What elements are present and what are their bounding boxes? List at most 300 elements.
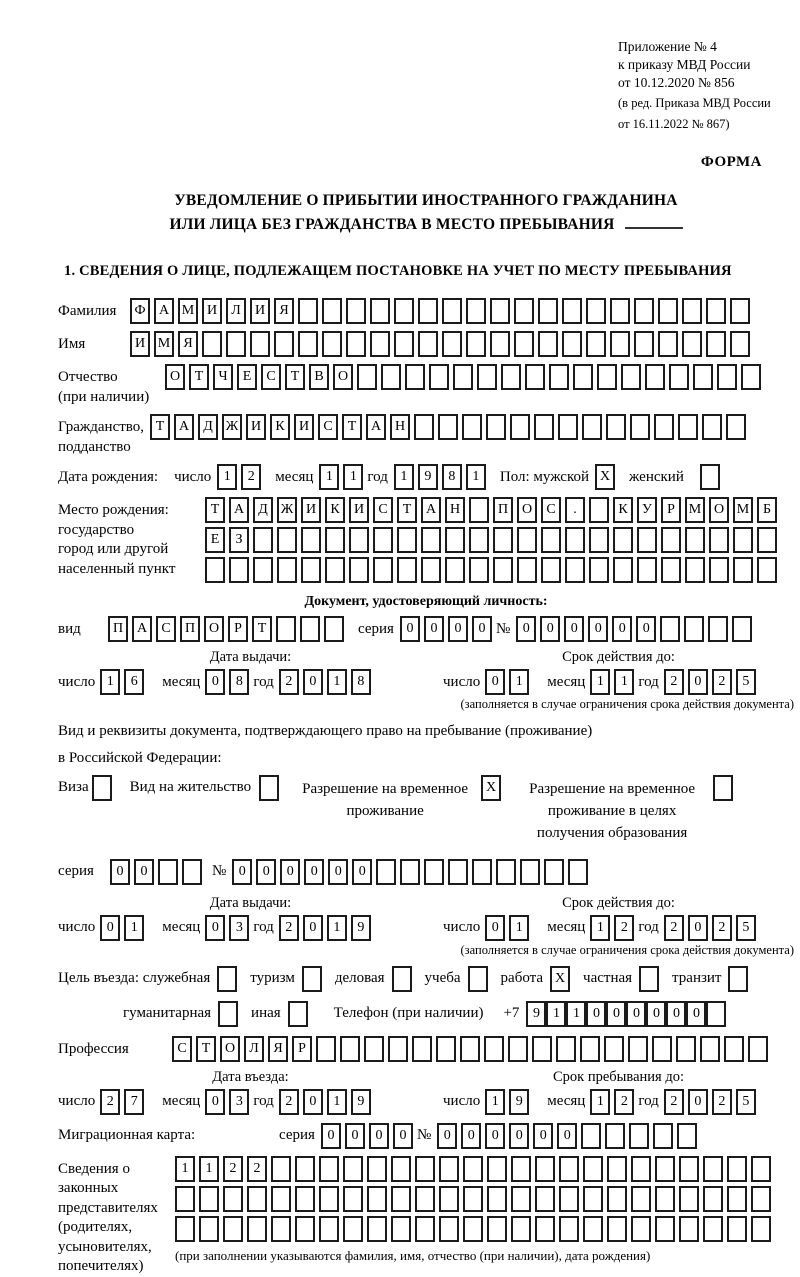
form-cell [741,364,761,390]
form-cell [271,1156,291,1182]
form-cell [421,557,441,583]
form-cell [205,557,225,583]
form-cell: К [613,497,633,523]
residence-doc-intro2: в Российской Федерации: [58,749,222,766]
form-cell: 0 [205,915,225,941]
form-cell [628,1036,648,1062]
form-cell [517,557,537,583]
form-cell [580,1036,600,1062]
form-cell: А [366,414,386,440]
form-cell: 1 [217,464,237,490]
form-cell: 0 [485,915,505,941]
year-cells [664,1089,760,1115]
form-cell [295,1156,315,1182]
form-cell: 0 [533,1123,553,1149]
form-cell [568,859,588,885]
month-cells [590,1089,638,1115]
form-cell [511,1156,531,1182]
form-cell: 9 [351,915,371,941]
form-cell [565,557,585,583]
visa-checkbox [92,775,116,801]
form-cell [175,1216,195,1242]
day-cells [485,1089,533,1115]
month-cells [205,669,253,695]
form-cell [445,557,465,583]
form-cell [199,1216,219,1242]
header-line: к приказу МВД России [618,56,751,72]
form-cell: И [250,298,270,324]
form-cell [684,616,704,642]
form-cell: О [709,497,729,523]
form-title [58,189,794,237]
form-cell [223,1186,243,1212]
form-cell [469,527,489,553]
form-cell [727,1156,747,1182]
birth-place-cells [205,497,781,587]
form-cell [606,414,626,440]
form-cell: 0 [509,1123,529,1149]
form-cell: А [154,298,174,324]
form-cell: 7 [124,1089,144,1115]
form-cell [484,1036,504,1062]
form-cell [613,557,633,583]
form-cell [730,298,750,324]
form-cell: 0 [328,859,348,885]
form-cell [728,966,748,992]
form-cell: 0 [345,1123,365,1149]
form-cell [253,527,273,553]
form-cell [678,414,698,440]
form-cell: Р [292,1036,312,1062]
form-cell: И [202,298,222,324]
form-cell [607,1186,627,1212]
form-cell: 9 [509,1089,529,1115]
tourism-checkbox [302,966,322,992]
form-cell: А [132,616,152,642]
form-cell: 9 [526,1001,546,1027]
form-cell: В [309,364,329,390]
form-cell [559,1156,579,1182]
header-reference [618,38,800,132]
form-cell [322,331,342,357]
form-cell [448,859,468,885]
form-cell: И [301,497,321,523]
form-cell [693,364,713,390]
migration-card-row [58,1123,794,1149]
option-residence-permit: Вид на жительство [130,775,283,801]
form-cell: X [550,966,570,992]
form-cell: 0 [280,859,300,885]
form-cell [226,331,246,357]
form-cell [295,1186,315,1212]
form-cell: Л [226,298,246,324]
form-cell [685,527,705,553]
form-cell: 2 [223,1156,243,1182]
form-cell [391,1216,411,1242]
form-cell [631,1156,651,1182]
female-label: женский [629,468,684,485]
form-cell [605,1123,625,1149]
form-cell [202,331,222,357]
form-cell [217,966,237,992]
form-cell [757,557,777,583]
transit-checkbox [728,966,748,992]
form-cell [676,1036,696,1062]
official-checkbox [217,966,237,992]
year-cells [664,669,760,695]
form-cell: 9 [351,1089,371,1115]
form-cell [703,1186,723,1212]
form-cell [709,527,729,553]
entry-date-header: Дата въезда: [212,1068,289,1085]
form-cell: 1 [199,1156,219,1182]
form-cell [525,364,545,390]
form-cell: 0 [485,669,505,695]
form-cell [556,1036,576,1062]
form-cell: X [481,775,501,801]
form-cell: Е [237,364,257,390]
form-cell [490,331,510,357]
form-cell: И [130,331,150,357]
form-cell: 3 [229,915,249,941]
form-cell: О [517,497,537,523]
form-cell [394,298,414,324]
form-cell [610,331,630,357]
form-cell [708,616,728,642]
form-cell: . [565,497,585,523]
form-cell [92,775,112,801]
form-cell [415,1156,435,1182]
form-cell: 2 [664,1089,684,1115]
migration-series-label: серия [279,1127,315,1144]
form-cell: А [229,497,249,523]
form-cell: 0 [626,1001,646,1027]
form-cell [229,557,249,583]
form-cell: 1 [614,669,634,695]
form-cell: Ф [130,298,150,324]
form-cell: Я [178,331,198,357]
form-cell: Р [661,497,681,523]
form-cell: М [178,298,198,324]
form-cell [730,331,750,357]
form-cell: 2 [279,669,299,695]
form-cell [700,464,720,490]
form-cell: 0 [688,1089,708,1115]
form-cell [655,1216,675,1242]
profession-label: Профессия [58,1040,129,1057]
form-cell: 0 [303,1089,323,1115]
form-cell [367,1186,387,1212]
form-cell [639,966,659,992]
form-cell [586,331,606,357]
form-cell [295,1216,315,1242]
phone-prefix: +7 [503,1005,520,1022]
year-cells [279,669,375,695]
migration-series-cells [321,1123,417,1149]
form-cell [751,1216,771,1242]
patronymic-row [58,364,794,407]
surname-row [58,298,794,324]
form-cell [607,1216,627,1242]
form-cell [645,364,665,390]
residence-doc-dates [58,895,794,941]
form-cell: 1 [327,669,347,695]
identity-doc-row [58,616,794,642]
section1-heading: 1. СВЕДЕНИЯ О ЛИЦЕ, ПОДЛЕЖАЩЕМ ПОСТАНОВКЕ НА УЧЕТ ПО МЕСТУ ПРЕБЫВАНИЯ [64,263,732,280]
form-cell [679,1186,699,1212]
form-cell: 1 [590,1089,610,1115]
form-cell [583,1216,603,1242]
form-cell: 0 [205,1089,225,1115]
form-cell: 6 [124,669,144,695]
form-cell [259,775,279,801]
form-cell: С [172,1036,192,1062]
form-cell [559,1186,579,1212]
form-cell: О [165,364,185,390]
form-cell [439,1216,459,1242]
form-cell [501,364,521,390]
form-cell: Я [268,1036,288,1062]
form-cell [277,527,297,553]
representatives-cells [175,1156,775,1264]
form-cell [748,1036,768,1062]
form-cell: 0 [636,616,656,642]
form-cell [439,1156,459,1182]
form-cell [661,527,681,553]
birth-place-row3 [205,557,781,583]
representatives-label: Сведения о законных представителях (родителях, усыновителях, попечителях) [58,1160,158,1275]
form-cell [535,1156,555,1182]
form-cell [421,527,441,553]
form-cell [438,414,458,440]
birth-date-row [58,464,794,490]
form-cell: Т [397,497,417,523]
birth-date-label: Дата рождения: [58,468,159,485]
issue-date-header: Дата выдачи: [209,649,292,666]
form-cell [538,331,558,357]
form-cell [460,1036,480,1062]
form-cell [637,527,657,553]
form-cell [757,527,777,553]
form-cell [301,557,321,583]
form-cell [581,1123,601,1149]
year-cells [279,915,375,941]
form-cell [319,1186,339,1212]
form-cell [583,1156,603,1182]
form-cell [511,1216,531,1242]
visit-purpose-row2: гуманитарная иная Телефон (при наличии) +7 9 1 1 0 0 0 0 0 0 [123,1001,794,1027]
visit-purpose-row1: Цель въезда: служебная туризм деловая учеба работа X частная транзит [58,966,794,992]
form-cell: П [180,616,200,642]
form-cell [586,298,606,324]
entry-date: число 2 7 месяц 0 3 год 2 0 1 9 [58,1089,443,1115]
form-cell [532,1036,552,1062]
form-cell: Ч [213,364,233,390]
form-cell: 1 [590,915,610,941]
form-cell [418,331,438,357]
form-cell: X [595,464,615,490]
form-cell [703,1216,723,1242]
form-cell: 0 [304,859,324,885]
form-cell: 0 [232,859,252,885]
issue-date-header: Дата выдачи: [209,894,292,911]
form-cell [436,1036,456,1062]
form-cell: Н [390,414,410,440]
birth-place-row1 [205,497,781,523]
representatives-row1 [175,1156,775,1182]
form-cell [562,331,582,357]
form-cell [589,527,609,553]
form-cell: Д [253,497,273,523]
surname-cells [130,298,754,324]
form-cell [630,414,650,440]
form-cell [583,1186,603,1212]
form-cell [319,1216,339,1242]
form-cell [703,1156,723,1182]
form-cell: 0 [666,1001,686,1027]
form-cell: Т [252,616,272,642]
form-cell: 2 [712,915,732,941]
form-cell [469,557,489,583]
form-cell [582,414,602,440]
form-cell [631,1216,651,1242]
form-cell: И [349,497,369,523]
form-cell: М [733,497,753,523]
form-cell [373,527,393,553]
form-cell: З [229,527,249,553]
form-cell [487,1156,507,1182]
form-cell [621,364,641,390]
form-cell [357,364,377,390]
form-cell [468,966,488,992]
form-cell: 0 [110,859,130,885]
form-cell: М [154,331,174,357]
form-cell [700,1036,720,1062]
form-cell [706,298,726,324]
form-cell [634,331,654,357]
form-cell [277,557,297,583]
sex-label: Пол: мужской [499,468,590,485]
migration-card-label: Миграционная карта: [58,1127,196,1144]
form-cell [508,1036,528,1062]
year-cells [664,915,760,941]
option-visa: Виза [58,775,116,801]
day-label: число [174,468,212,485]
form-cell [250,331,270,357]
form-cell [300,616,320,642]
form-cell [655,1186,675,1212]
form-cell: 0 [688,669,708,695]
form-cell: 0 [352,859,372,885]
form-cell [199,1186,219,1212]
form-cell: 0 [472,616,492,642]
birth-place-row2 [205,527,781,553]
form-cell: 0 [100,915,120,941]
form-cell [573,364,593,390]
identity-doc-dates [58,649,794,695]
form-cell: 0 [321,1123,341,1149]
form-cell: 0 [134,859,154,885]
form-cell: П [493,497,513,523]
form-cell [631,1186,651,1212]
form-cell [301,527,321,553]
form-cell [424,859,444,885]
form-cell: И [294,414,314,440]
form-cell: 0 [437,1123,457,1149]
header-line: от 10.12.2020 № 856 [618,74,735,90]
temp-residence-education-checkbox [713,775,737,801]
representatives-row [58,1156,794,1277]
form-cell: 5 [736,669,756,695]
patronymic-cells [165,364,765,390]
form-cell [298,298,318,324]
form-cell: Я [274,298,294,324]
form-cell [346,331,366,357]
form-cell: 0 [400,616,420,642]
birth-year-cells [394,464,490,490]
form-cell [658,298,678,324]
form-cell [429,364,449,390]
form-cell [751,1156,771,1182]
form-cell [706,1001,726,1027]
form-cell [589,557,609,583]
form-cell: 0 [256,859,276,885]
form-cell: 1 [590,669,610,695]
form-cell [534,414,554,440]
form-cell [367,1156,387,1182]
form-cell: 0 [564,616,584,642]
form-cell: Т [342,414,362,440]
form-cell: О [204,616,224,642]
form-cell: 0 [303,915,323,941]
form-cell: С [156,616,176,642]
form-cell [653,1123,673,1149]
form-cell [654,414,674,440]
form-cell: 0 [424,616,444,642]
form-cell [325,527,345,553]
representatives-note: (при заполнении указываются фамилия, имя, отчество (при наличии), дата рождения) [175,1247,651,1263]
form-cell [376,859,396,885]
form-title-line2: ИЛИ ЛИЦА БЕЗ ГРАЖДАНСТВА В МЕСТО ПРЕБЫВАНИЯ [58,213,794,237]
month-cells [205,915,253,941]
form-cell: 2 [279,1089,299,1115]
form-cell [706,331,726,357]
form-cell [463,1216,483,1242]
private-checkbox [639,966,659,992]
form-cell: 1 [327,1089,347,1115]
form-cell: И [246,414,266,440]
form-cell [669,364,689,390]
form-cell: 0 [205,669,225,695]
form-cell [405,364,425,390]
form-cell [511,1186,531,1212]
form-cell [391,1186,411,1212]
residence-number-cells [232,859,592,885]
residence-permit-checkbox [259,775,283,801]
form-cell [496,859,516,885]
form-cell [487,1186,507,1212]
form-cell: 0 [688,915,708,941]
study-checkbox [468,966,488,992]
form-cell [679,1156,699,1182]
form-cell: С [261,364,281,390]
name-row [58,331,794,357]
header-line: Приложение № 4 [618,39,717,54]
form-cell [271,1216,291,1242]
form-cell: 1 [485,1089,505,1115]
identity-expiry-date: число 0 1 месяц 1 1 год 2 0 2 5 [443,669,794,695]
form-cell [565,527,585,553]
